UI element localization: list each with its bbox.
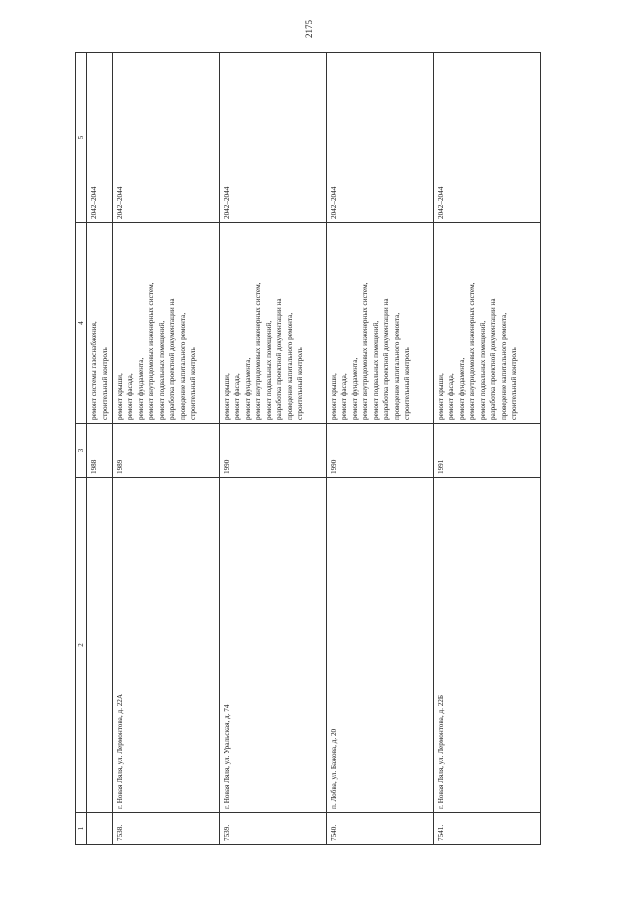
column-number-row <box>76 53 87 845</box>
works-cell <box>434 223 541 424</box>
work-line: ремонт крыши, <box>116 373 125 420</box>
work-line: проведение капитального ремонта, <box>285 312 294 420</box>
work-line: разработка проектной документации на <box>275 298 284 420</box>
year-cell: 1990 <box>327 424 434 478</box>
work-line: ремонт фундамента, <box>243 357 252 420</box>
address-cell <box>87 478 113 813</box>
table-row <box>87 53 113 845</box>
work-line: ремонт подвальных помещений, <box>157 320 166 420</box>
period-cell: 2042–2044 <box>113 53 220 223</box>
work-line: ремонт фасада, <box>126 373 135 420</box>
work-line: ремонт фасада, <box>233 373 242 420</box>
table-row <box>220 53 327 845</box>
work-line: строительный контроль <box>510 347 519 420</box>
work-line: ремонт фасада, <box>340 373 349 420</box>
table-row <box>434 53 541 845</box>
work-line: ремонт фасада, <box>447 373 456 420</box>
work-line: ремонт фундамента, <box>136 357 145 420</box>
column-header: 4 <box>76 223 87 424</box>
work-line: разработка проектной документации на <box>168 298 177 420</box>
address-cell: п. Лобва, ул. Бажова, д. 20 <box>327 478 434 813</box>
work-line: ремонт внутридомовых инженерных систем, <box>254 282 263 420</box>
work-line: строительный контроль <box>100 347 109 420</box>
work-line: ремонт крыши, <box>437 373 446 420</box>
row-number: 7540. <box>327 813 434 845</box>
year-cell: 1988 <box>87 424 113 478</box>
year-cell: 1990 <box>220 424 327 478</box>
column-header: 2 <box>76 478 87 813</box>
work-line: проведение капитального ремонта, <box>392 312 401 420</box>
row-number: 7539. <box>220 813 327 845</box>
works-cell <box>113 223 220 424</box>
year-cell: 1991 <box>434 424 541 478</box>
work-line: проведение капитального ремонта, <box>178 312 187 420</box>
row-number: 7541. <box>434 813 541 845</box>
work-line: ремонт фундамента, <box>457 357 466 420</box>
year-cell: 1989 <box>113 424 220 478</box>
period-cell: 2042–2044 <box>327 53 434 223</box>
address-cell: г. Новая Ляля, ул. Лермонтова, д. 22А <box>113 478 220 813</box>
work-line: разработка проектной документации на <box>382 298 391 420</box>
works-cell <box>327 223 434 424</box>
table-row <box>327 53 434 845</box>
work-line: ремонт внутридомовых инженерных систем, <box>361 282 370 420</box>
work-line: ремонт фундамента, <box>350 357 359 420</box>
work-line: строительный контроль <box>189 347 198 420</box>
work-line: ремонт крыши, <box>330 373 339 420</box>
work-line: строительный контроль <box>403 347 412 420</box>
address-cell: г. Новая Ляля, ул. Уральская, д. 74 <box>220 478 327 813</box>
period-cell: 2042–2044 <box>434 53 541 223</box>
repair-schedule-table <box>75 52 541 845</box>
address-cell: г. Новая Ляля, ул. Лермонтова, д. 22Б <box>434 478 541 813</box>
row-number: 7538. <box>113 813 220 845</box>
column-header: 5 <box>76 53 87 223</box>
table-row <box>113 53 220 845</box>
row-number <box>87 813 113 845</box>
work-line: ремонт подвальных помещений, <box>478 320 487 420</box>
column-header: 1 <box>76 813 87 845</box>
work-line: разработка проектной документации на <box>489 298 498 420</box>
table-container <box>75 78 531 845</box>
period-cell: 2042–2044 <box>220 53 327 223</box>
work-line: ремонт системы газоснабжения, <box>90 321 99 420</box>
work-line: ремонт внутридомовых инженерных систем, <box>468 282 477 420</box>
works-cell <box>87 223 113 424</box>
work-line: ремонт подвальных помещений, <box>371 320 380 420</box>
work-line: ремонт подвальных помещений, <box>264 320 273 420</box>
period-cell: 2042–2044 <box>87 53 113 223</box>
work-line: ремонт внутридомовых инженерных систем, <box>147 282 156 420</box>
work-line: проведение капитального ремонта, <box>499 312 508 420</box>
work-line: строительный контроль <box>296 347 305 420</box>
page-number: 2175 <box>304 20 314 38</box>
work-line: ремонт крыши, <box>223 373 232 420</box>
column-header: 3 <box>76 424 87 478</box>
works-cell <box>220 223 327 424</box>
